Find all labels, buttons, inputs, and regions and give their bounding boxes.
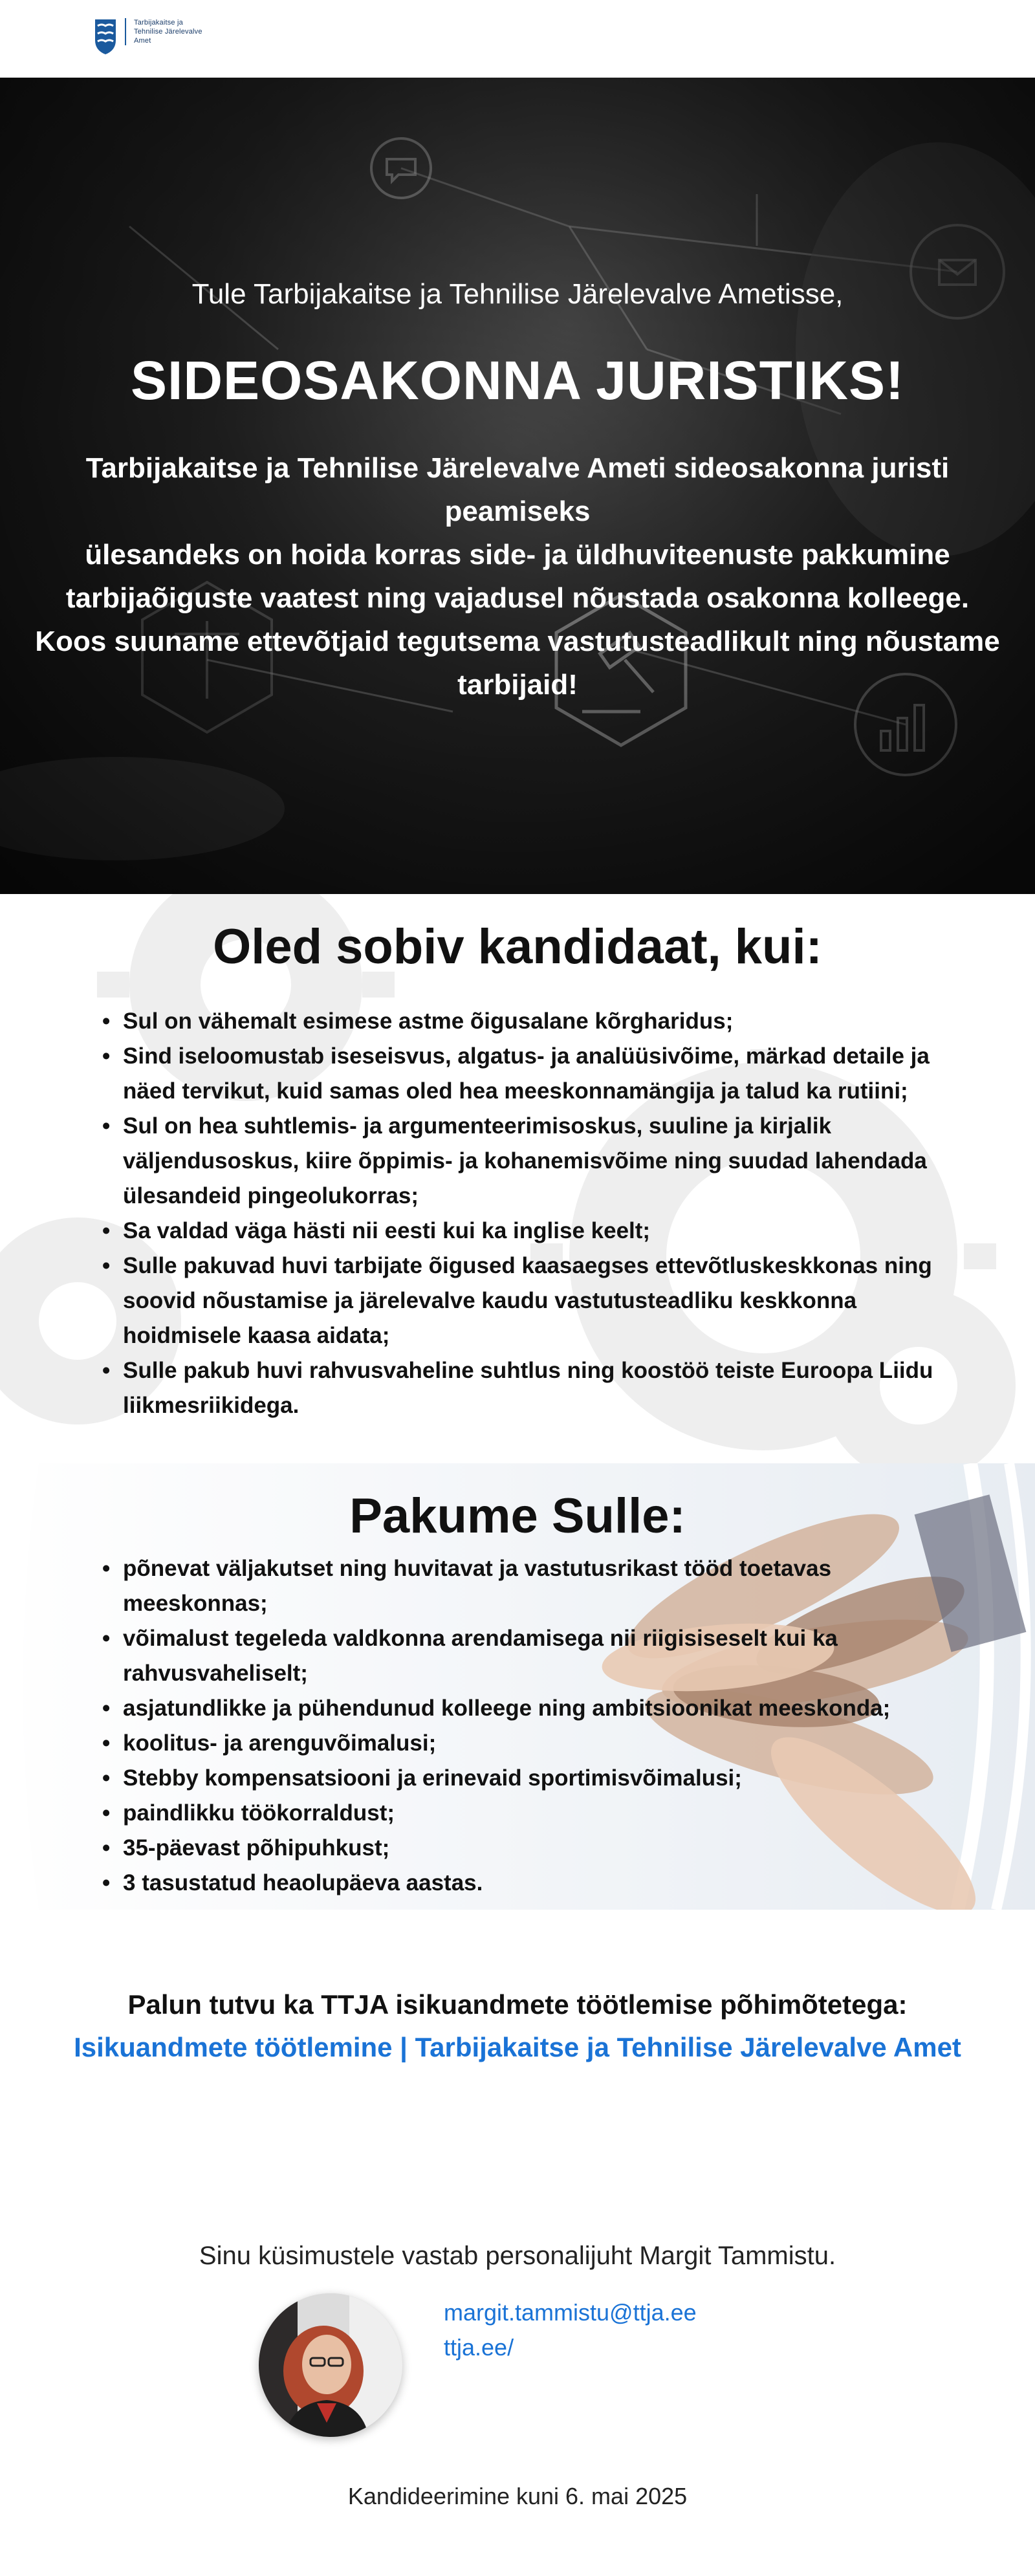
website-link[interactable]: ttja.ee/ [444, 2334, 514, 2361]
hero-content [0, 78, 1035, 894]
privacy-text: Palun tutvu ka TTJA isikuandmete töötlemise põhimõtetega: [127, 1989, 908, 2020]
ttja-logo[interactable] [94, 18, 202, 56]
logo-line-3: Amet [134, 37, 151, 45]
contact-links [444, 2295, 697, 2365]
logo-line-1: Tarbijakaitse ja [134, 19, 183, 27]
hero-description-line: tarbijaõiguste vaatest ning vajadusel nõustada osakonna kolleege. [65, 582, 970, 614]
hero-intro: Tule Tarbijakaitse ja Tehnilise Järelevalve Ametisse, [191, 278, 844, 310]
list-item: • 35-päevast põhipuhkust; [102, 1831, 982, 1866]
hero-description-line: ülesandeks on hoida korras side- ja üldhuviteenuste pakkumine [85, 539, 950, 571]
avatar [259, 2293, 402, 2437]
offer-section [0, 1463, 1035, 1910]
list-item: • põnevat väljakutset ning huvitavat ja vastutusrikast tööd toetavas meeskonnas; [102, 1551, 982, 1621]
page-header [0, 0, 1035, 78]
list-item: • asjatundlikke ja pühendunud kolleege ning ambitsioonikat meeskonda; [102, 1691, 982, 1726]
hero-description-line: Tarbijakaitse ja Tehnilise Järelevalve Ameti sideosakonna juristi peamiseks [85, 452, 950, 527]
offer-title: Pakume Sulle: [349, 1489, 686, 1544]
hero-description-line: Koos suuname ettevõtjaid tegutsema vastutusteadlikult ning nõustame [35, 626, 1000, 657]
hero-banner [0, 78, 1035, 894]
list-item: • Sul on hea suhtlemis- ja argumenteerimisoskus, suuline ja kirjalik väljendusoskus, kiire õppimis- ja kohanemisvõime ning suudad lahendada ülesandeid pingeolukorras; [102, 1109, 969, 1214]
contact-photo [259, 2293, 402, 2437]
candidate-section [0, 894, 1035, 1463]
offer-benefits-list [102, 1551, 982, 1901]
email-link[interactable]: margit.tammistu@ttja.ee [444, 2299, 697, 2326]
list-item: • paindlikku töökorraldust; [102, 1796, 982, 1831]
list-item: • koolitus- ja arenguvõimalusi; [102, 1726, 982, 1761]
contact-person-text: Sinu küsimustele vastab personalijuht Margit Tammistu. [199, 2242, 836, 2270]
candidate-title: Oled sobiv kandidaat, kui: [213, 919, 822, 974]
list-item: • Stebby kompensatsiooni ja erinevaid sportimisvõimalusi; [102, 1761, 982, 1796]
hero-description [32, 446, 1003, 706]
list-item: • Sulle pakuvad huvi tarbijate õigused kaasaegses ettevõtluskeskkonas ning soovid nõustamise ja järelevalve kaudu vastutusteadliku keskkonna hoidmisele kaasa aidata; [102, 1249, 969, 1353]
candidate-requirements-list [102, 1004, 969, 1423]
list-item: • 3 tasustatud heaolupäeva aastas. [102, 1866, 982, 1901]
logo-text [125, 18, 202, 45]
list-item: • Sul on vähemalt esimese astme õigusalane kõrgharidus; [102, 1004, 969, 1039]
list-item: • Sind iseloomustab iseseisvus, algatus- ja analüüsivõime, märkad detaile ja näed tervikut, kuid samas oled hea meeskonnamängija ja talud ka rutiini; [102, 1039, 969, 1109]
hero-description-line: tarbijaid! [457, 669, 578, 701]
coat-of-arms-icon [94, 18, 117, 56]
privacy-section [0, 1989, 1035, 2063]
logo-line-2: Tehnilise Järelevalve [134, 28, 202, 36]
list-item: • Sulle pakub huvi rahvusvaheline suhtlus ning koostöö teiste Euroopa Liidu liikmesriikidega. [102, 1353, 969, 1423]
list-item: • Sa valdad väga hästi nii eesti kui ka inglise keelt; [102, 1214, 969, 1249]
application-deadline: Kandideerimine kuni 6. mai 2025 [347, 2483, 688, 2509]
privacy-policy-link[interactable]: Isikuandmete töötlemine | Tarbijakaitse ja Tehnilise Järelevalve Amet [74, 2032, 961, 2062]
list-item: • võimalust tegeleda valdkonna arendamisega nii riigisiseselt kui ka rahvusvaheliselt; [102, 1621, 982, 1691]
hero-title: SIDEOSAKONNA JURISTIKS! [130, 350, 904, 411]
